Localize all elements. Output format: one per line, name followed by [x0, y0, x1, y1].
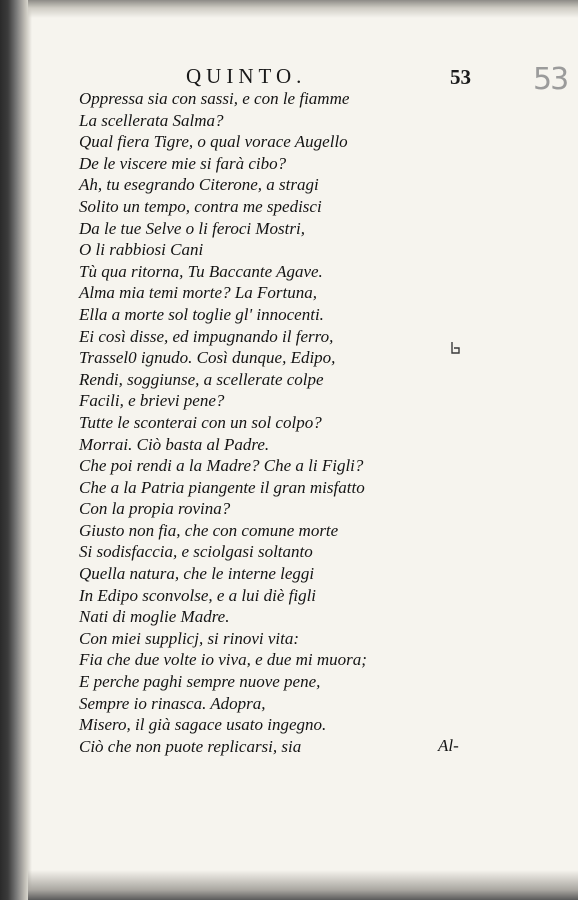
verse-line: Tutte le sconterai con un sol colpo? [79, 412, 322, 432]
verse-line: Da le tue Selve o li feroci Mostri, [79, 218, 305, 238]
running-head: QUINTO. [186, 64, 307, 88]
ink-blot-mark [449, 341, 461, 355]
verse-line: Ei così disse, ed impugnando il ferro, [79, 326, 334, 346]
verse-line: Che a la Patria piangente il gran misfatto [79, 477, 365, 497]
verse-line: Rendi, soggiunse, a scellerate colpe [79, 369, 324, 389]
verse-line: In Edipo sconvolse, e a lui diè figli [79, 585, 317, 605]
verse-line: Ella a morte sol toglie gl' innocenti. [79, 304, 324, 324]
verse-line: Con la propia rovina? [79, 499, 231, 519]
verse-line: Ah, tu esegrando Citerone, a stragi [79, 175, 319, 195]
verse-line: Si sodisfaccia, e sciolgasi soltanto [79, 542, 313, 562]
verse-line: Con miei supplicj, si rinovi vita: [79, 628, 300, 648]
verse-line: Tù qua ritorna, Tu Baccante Agave. [79, 261, 323, 281]
verse-line: La scellerata Salma? [79, 110, 224, 130]
verse-line: Facili, e brievi pene? [79, 391, 225, 411]
page-number: 53 [450, 65, 471, 89]
verse-line: De le viscere mie si farà cibo? [79, 153, 287, 173]
verse-line: Morrai. Ciò basta al Padre. [79, 434, 270, 454]
verse-line: Che poi rendi a la Madre? Che a li Figli? [79, 456, 364, 476]
top-edge-shadow [28, 0, 578, 18]
verse-line: Quella natura, che le interne leggi [79, 564, 315, 584]
verse-line: Misero, il già sagace usato ingegno. [79, 715, 327, 735]
catchword: Al- [438, 736, 459, 755]
verse-block [79, 88, 459, 757]
pencil-page-number: 53 [533, 62, 568, 97]
verse-line: Fia che due volte io viva, e due mi muora; [79, 650, 367, 670]
verse-line: O li rabbiosi Cani [79, 240, 204, 260]
verse-line: Qual fiera Tigre, o qual vorace Augello [79, 132, 348, 152]
bottom-edge-shadow [28, 870, 578, 900]
verse-line: Alma mia temi morte? La Fortuna, [79, 283, 317, 303]
binding-gutter [0, 0, 32, 900]
verse-line: E perche paghi sempre nuove pene, [79, 672, 321, 692]
verse-line: Oppressa sia con sassi, e con le fiamme [79, 89, 350, 108]
verse-line: Giusto non fia, che con comune morte [79, 520, 339, 540]
verse-line: Nati di moglie Madre. [79, 607, 230, 627]
verse-line: Ciò che non puote replicarsi, sia [79, 736, 302, 756]
verse-line: Trassel0 ignudo. Così dunque, Edipo, [79, 348, 336, 368]
verse-line: Sempre io rinasca. Adopra, [79, 693, 266, 713]
verse-line: Solito un tempo, contra me spedisci [79, 196, 322, 216]
